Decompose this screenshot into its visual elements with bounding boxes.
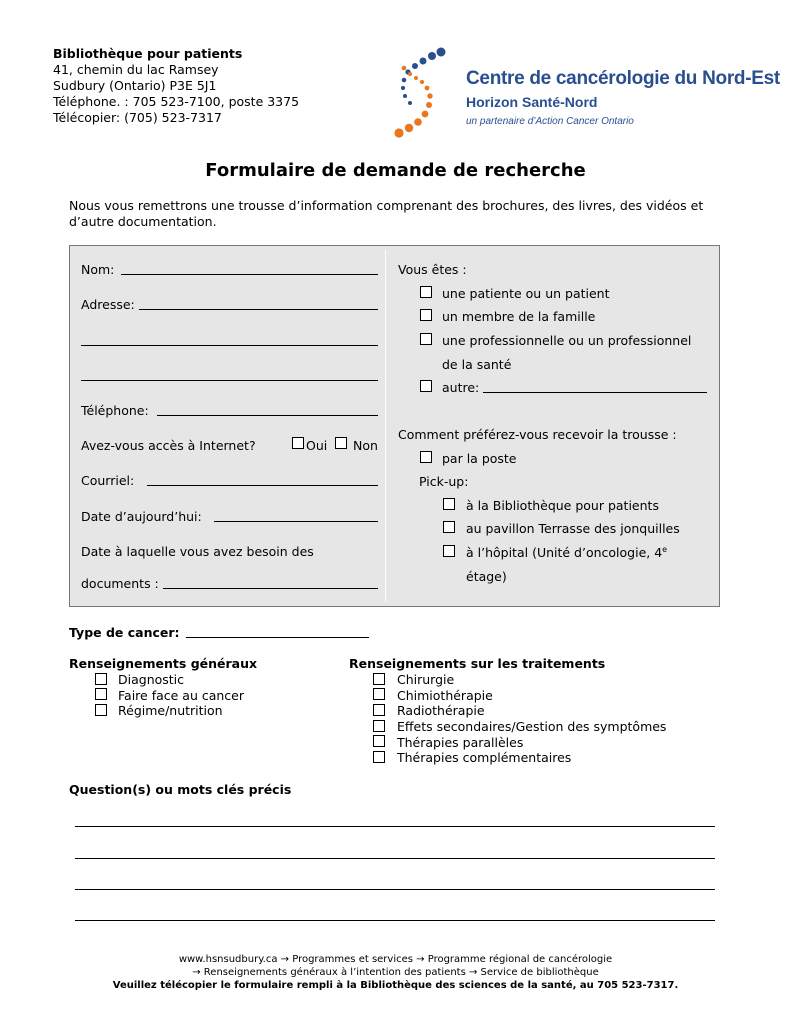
professionnel-label-1: une professionnelle ou un professionnel	[442, 333, 692, 348]
footer-line-3: Veuillez télécopier le formulaire rempli à la Bibliothèque des sciences de la santé, au 705 523-7317.	[112, 980, 679, 991]
general-item: Régime/nutrition	[118, 703, 223, 718]
chirurgie-checkbox[interactable]	[373, 673, 385, 685]
intro-text: Nous vous remettrons une trousse d’information comprenant des brochures, des livres, des vidéos et d’autre documentation.	[69, 198, 704, 229]
date-today-field[interactable]	[214, 521, 378, 522]
regime-checkbox[interactable]	[95, 704, 107, 716]
phone-line: Téléphone. : 705 523-7100, poste 3375	[53, 94, 300, 109]
treatment-item: Thérapies complémentaires	[397, 750, 572, 765]
courriel-field[interactable]	[147, 485, 378, 486]
autre-label: autre:	[442, 380, 480, 395]
nom-field[interactable]	[121, 274, 378, 275]
adresse-field-3[interactable]	[81, 380, 378, 381]
vous-etes-label: Vous êtes :	[398, 262, 467, 277]
fax-line: Télécopier: (705) 523-7317	[53, 110, 222, 125]
chimiotherapie-checkbox[interactable]	[373, 688, 385, 700]
treatment-item: Chimiothérapie	[397, 688, 493, 703]
hopital-label-2: étage)	[466, 569, 507, 584]
general-heading: Renseignements généraux	[69, 656, 258, 671]
courriel-label: Courriel:	[81, 473, 135, 488]
complementaires-checkbox[interactable]	[373, 751, 385, 763]
date-today-label: Date d’aujourd’hui:	[81, 509, 202, 524]
bibliotheque-checkbox[interactable]	[443, 498, 455, 510]
page-title: Formulaire de demande de recherche	[205, 160, 586, 181]
autre-field[interactable]	[483, 392, 707, 393]
adresse-label: Adresse:	[81, 297, 135, 312]
logo-dots-icon	[392, 44, 452, 140]
receive-question: Comment préférez-vous recevoir la trousse :	[398, 427, 677, 442]
patient-label: une patiente ou un patient	[442, 286, 610, 301]
adresse-field-1[interactable]	[139, 309, 378, 310]
telephone-field[interactable]	[157, 415, 378, 416]
hopital-label-1	[466, 545, 667, 560]
radiotherapie-checkbox[interactable]	[373, 704, 385, 716]
treatments-heading: Renseignements sur les traitements	[349, 656, 606, 671]
internet-question: Avez-vous accès à Internet?	[81, 438, 256, 453]
famille-checkbox[interactable]	[420, 309, 432, 321]
address-line-1: 41, chemin du lac Ramsey	[53, 62, 219, 77]
treatment-item: Chirurgie	[397, 672, 455, 687]
telephone-label: Téléphone:	[81, 403, 149, 418]
date-need-field[interactable]	[163, 588, 378, 589]
oui-label: Oui	[306, 438, 328, 453]
paralleles-checkbox[interactable]	[373, 735, 385, 747]
box-divider	[385, 250, 386, 602]
org-name: Bibliothèque pour patients	[53, 46, 243, 61]
hopital-superscript: e	[662, 545, 668, 554]
autre-checkbox[interactable]	[420, 380, 432, 392]
general-item: Faire face au cancer	[118, 688, 245, 703]
logo-title: Centre de cancérologie du Nord-Est	[466, 68, 780, 89]
adresse-field-2[interactable]	[81, 345, 378, 346]
famille-label: un membre de la famille	[442, 309, 596, 324]
non-label: Non	[353, 438, 378, 453]
professionnel-label-2: de la santé	[442, 357, 512, 372]
logo-subtitle: Horizon Santé-Nord	[466, 94, 598, 110]
address-line-2: Sudbury (Ontario) P3E 5J1	[53, 78, 217, 93]
hopital-checkbox[interactable]	[443, 545, 455, 557]
non-checkbox[interactable]	[335, 437, 347, 449]
footer-line-1: www.hsnsudbury.ca → Programmes et services → Programme régional de cancérologie	[178, 954, 613, 965]
pavillon-checkbox[interactable]	[443, 521, 455, 533]
professionnel-checkbox[interactable]	[420, 333, 432, 345]
date-need-label-2: documents :	[81, 576, 159, 591]
pickup-label: Pick-up:	[419, 474, 469, 489]
oui-checkbox[interactable]	[292, 437, 304, 449]
cancer-type-label: Type de cancer:	[69, 625, 180, 640]
nom-label: Nom:	[81, 262, 115, 277]
poste-checkbox[interactable]	[420, 451, 432, 463]
patient-checkbox[interactable]	[420, 286, 432, 298]
cancer-type-field[interactable]	[186, 637, 369, 638]
date-need-label-1: Date à laquelle vous avez besoin des	[81, 544, 314, 559]
bibliotheque-label: à la Bibliothèque pour patients	[466, 498, 659, 513]
treatment-item: Effets secondaires/Gestion des symptômes	[397, 719, 667, 734]
treatment-item: Radiothérapie	[397, 703, 485, 718]
diagnostic-checkbox[interactable]	[95, 673, 107, 685]
pavillon-label: au pavillon Terrasse des jonquilles	[466, 521, 680, 536]
general-item: Diagnostic	[118, 672, 185, 687]
logo-tagline: un partenaire d’Action Cancer Ontario	[466, 116, 634, 127]
question-line-2[interactable]	[75, 858, 715, 859]
footer-line-2: → Renseignements généraux à l’intention des patients → Service de bibliothèque	[192, 967, 599, 978]
poste-label: par la poste	[442, 451, 517, 466]
effets-checkbox[interactable]	[373, 720, 385, 732]
hopital-label-text: à l’hôpital (Unité d’oncologie, 4	[466, 545, 663, 561]
question-line-4[interactable]	[75, 920, 715, 921]
question-line-3[interactable]	[75, 889, 715, 890]
question-line-1[interactable]	[75, 826, 715, 827]
faire-face-checkbox[interactable]	[95, 688, 107, 700]
treatment-item: Thérapies parallèles	[397, 735, 524, 750]
questions-heading: Question(s) ou mots clés précis	[69, 782, 292, 797]
